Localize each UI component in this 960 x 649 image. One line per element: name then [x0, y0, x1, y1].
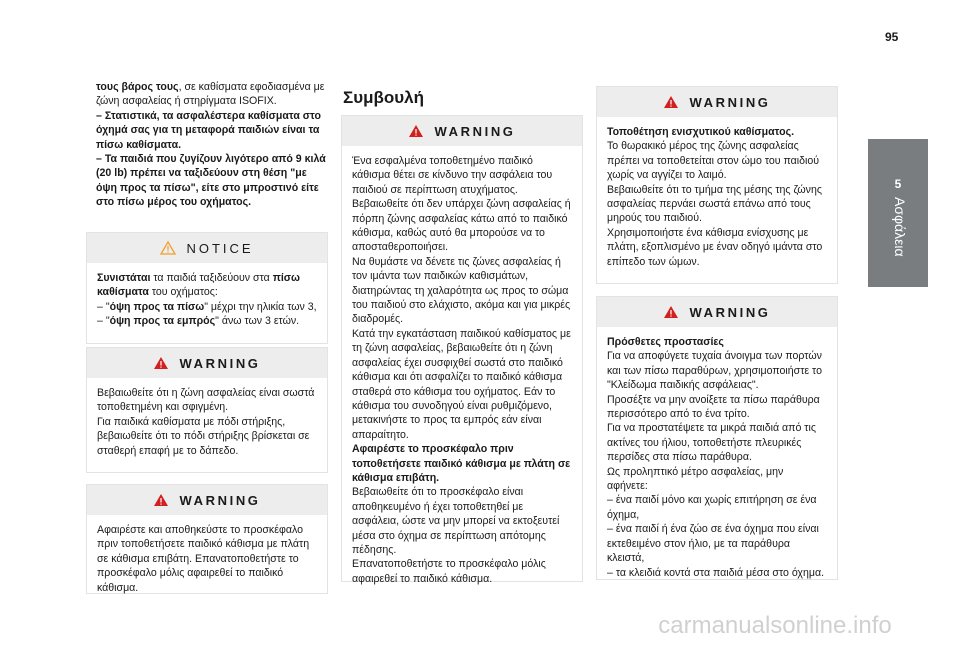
section-heading: Συμβουλή [343, 88, 424, 107]
warning-header [597, 87, 837, 117]
notice-triangle-icon [160, 241, 176, 255]
warning-triangle-icon [663, 305, 679, 319]
bullet-under-9kg: – Τα παιδιά που ζυγίζουν λιγότερο από 9 κιλά (20 lb) πρέπει να ταξιδεύουν στη θέση "με όψη προς τα πίσω", είτε στο μπροστινό είτε στο πίσω μέρος του οχήματος. [96, 153, 326, 209]
notice-bullet-2: – "όψη προς τα εμπρός" άνω των 3 ετών. [97, 315, 300, 328]
warning-label: WARNING [179, 492, 261, 508]
section-label: Ασφάλεια [892, 197, 908, 257]
warning-label: WARNING [179, 355, 261, 371]
section-tab [868, 139, 928, 287]
warning-text: Το θωρακικό μέρος της ζώνης ασφαλείας πρέπει να τοποθετείται στον ώμο του παιδιού χωρίς να αγγίζει το λαιμό. Βεβαιωθείτε ότι το τμήμα της μέσης της ζώνης ασφαλείας περνάει σωστά επάνω από τους μηρούς του παιδιού. Χρησιμοποιήστε ένα κάθισμα ενίσχυσης με πλάτη, εξοπλισμένο με έναν οδηγό ιμάντα στο επίπεδο των ώμων. [607, 140, 823, 268]
warning-box-protection [596, 296, 838, 580]
warning-box-advice [341, 115, 583, 585]
notice-label: NOTICE [186, 240, 254, 256]
warning-bold-text: Αφαιρέστε το προσκέφαλο πριν τοποθετήσετε παιδικό κάθισμα με πλάτη σε κάθισμα επιβάτη. [352, 443, 571, 484]
warning-box-booster [596, 86, 838, 284]
warning-text: Αφαιρέστε και αποθηκεύστε το προσκέφαλο πριν τοποθετήσετε παιδικό κάθισμα με πλάτη σε κάθισμα επιβάτη. Επανατοποθετήστε το προσκέφαλο μόλις αφαιρεθεί το παιδικό κάθισμα. [97, 524, 310, 594]
warning-header [87, 485, 327, 515]
footer-watermark: carmanualsonline.info [658, 612, 892, 639]
warning-box-headrest [86, 484, 328, 594]
warning-box-belt [86, 347, 328, 473]
warning-triangle-icon [663, 95, 679, 109]
warning-triangle-icon [153, 356, 169, 370]
warning-label: WARNING [689, 304, 771, 320]
warning-title: Τοποθέτηση ενισχυτικού καθίσματος. [607, 126, 795, 138]
warning-title: Πρόσθετες προστασίες [607, 336, 724, 348]
warning-triangle-icon [408, 124, 424, 138]
warning-text-end: Βεβαιωθείτε ότι το προσκέφαλο είναι αποθηκευμένο ή έχει τοποθετηθεί με ασφάλεια, ώστε να μην μπορεί να εκτοξευτεί μέσα στο όχημα σε περίπτωση απότομης πέδησης. Επανατοποθετήστε το προσκέφαλο μόλις αφαιρεθεί το παιδικό κάθισμα. [352, 486, 560, 585]
warning-text: Βεβαιωθείτε ότι η ζώνη ασφαλείας είναι σωστά τοποθετημένη και σφιγμένη. Για παιδικά καθίσματα με πόδι στήριξης, βεβαιωθείτε ότι το πόδι στήριξης βρίσκεται σε σταθερή επαφή με το δάπεδο. [97, 387, 315, 457]
section-number: 5 [894, 177, 902, 191]
bullet-rear-seats: – Στατιστικά, τα ασφαλέστερα καθίσματα στο όχημά σας για τη μεταφορά παιδιών είναι τα πίσω καθίσματα. [96, 109, 321, 151]
warning-triangle-icon [153, 493, 169, 507]
warning-label: WARNING [434, 123, 516, 139]
intro-paragraph: τους βάρος τους, σε καθίσματα εφοδιασμένα με ζώνη ασφαλείας ή στηρίγματα ISOFIX. [96, 81, 325, 108]
warning-text: Ένα εσφαλμένα τοποθετημένο παιδικό κάθισμα θέτει σε κίνδυνο την ασφάλεια του παιδιού σε περίπτωση ατυχήματος. Βεβαιωθείτε ότι δεν υπάρχει ζώνη ασφαλείας ή πόρπη ζώνης ασφαλείας κάτω από το παιδικό κάθισμα, καθώς αυτό θα μπορούσε να το αποσταθεροποιήσει. Να θυμάστε να δένετε τις ζώνες ασφαλείας ή τον ιμάντα των παιδικών καθισμάτων, διατηρώντας τη χαλαρότητα ως προς το σώμα του παιδιού στο ελάχιστο, ακόμα και για μικρές διαδρομές. Κατά την εγκατάσταση παιδικού καθίσματος με τη ζώνη ασφαλείας, βεβαιωθείτε ότι η ζώνη ασφαλείας έχει συσφιχθεί σωστά στο παιδικό κάθισμα και ότι ασφαλίζει το παιδικό κάθισμα σταθερά στο κάθισμα του οχήματος. Εάν το κάθισμα του συνοδηγού είναι ρυθμιζόμενο, μετακινήστε το προς τα εμπρός εάν είναι απαραίτητο. [352, 155, 571, 441]
notice-header [87, 233, 327, 263]
warning-text: Για να αποφύγετε τυχαία άνοιγμα των πορτών και των πίσω παραθύρων, χρησιμοποιήστε το "Κλείδωμα παιδικής ασφάλειας". Προσέξτε να μην ανοίξετε τα πίσω παράθυρα περισσότερο από το ένα τρίτο. Για να προστατέψετε τα μικρά παιδιά από τις ακτίνες του ήλιου, τοποθετήστε πλευρικές περσίδες στα πίσω παράθυρα. Ως προληπτικό μέτρο ασφαλείας, μην αφήνετε: – ένα παιδί μόνο και χωρίς επιτήρηση σε ένα όχημα, – ένα παιδί ή ένα ζώο σε ένα όχημα που είναι εκτεθειμένο στον ήλιο, με τα παράθυρα κλειστά, – τα κλειδιά κοντά στα παιδιά μέσα στο όχημα. [607, 350, 825, 579]
notice-bullet-1: – "όψη προς τα πίσω" μέχρι την ηλικία των 3, [97, 300, 317, 313]
warning-header [597, 297, 837, 327]
warning-label: WARNING [689, 94, 771, 110]
warning-header [342, 116, 582, 146]
warning-header [87, 348, 327, 378]
notice-text: Συνιστάται τα παιδιά ταξιδεύουν στα πίσω καθίσματα του οχήματος: [97, 272, 300, 299]
column-1 [96, 80, 326, 210]
notice-box [86, 232, 328, 344]
page-number: 95 [885, 30, 899, 44]
